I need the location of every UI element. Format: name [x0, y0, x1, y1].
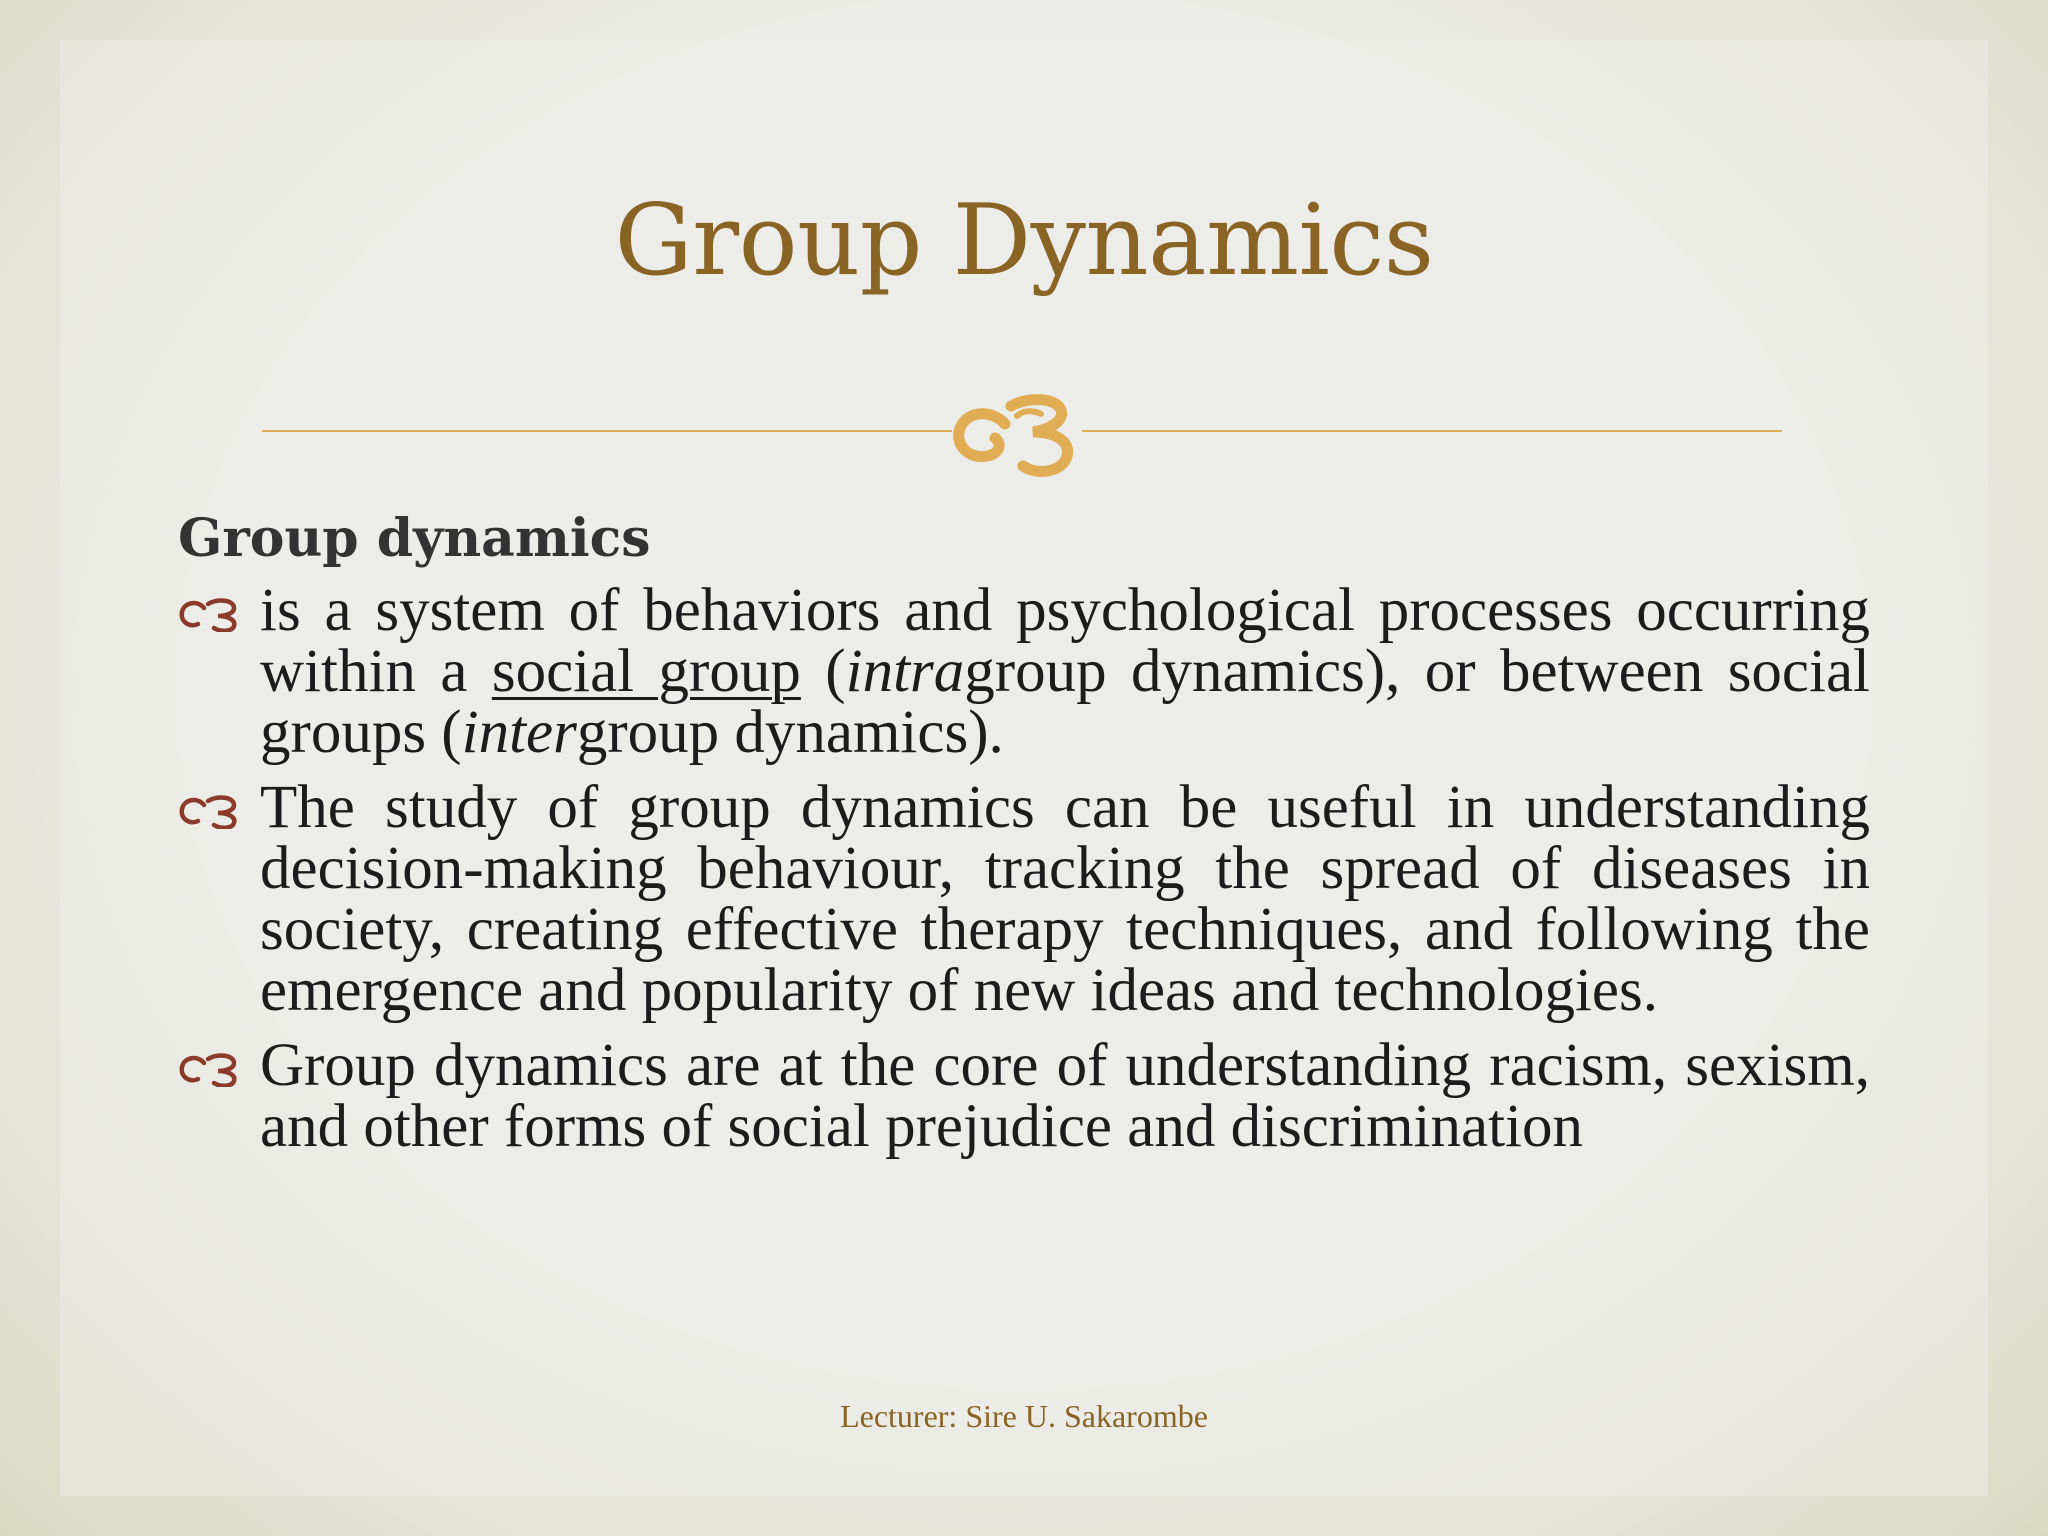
- bullet-item-usefulness: [178, 774, 1870, 1024]
- title-divider: [262, 410, 1782, 450]
- curl-bullet-icon: [178, 1051, 240, 1087]
- bullet-1-text-b: (: [800, 638, 846, 705]
- bullet-3-text: Group dynamics are at the core of understanding racism, sexism, and other forms of social prejudice and discrimination: [260, 1032, 1870, 1160]
- curl-bullet-icon: [178, 793, 240, 829]
- slide-content: [178, 504, 1870, 1171]
- slide-footer: Lecturer: Sire U. Sakarombe: [840, 1398, 1208, 1434]
- bullet-item-prejudice: [178, 1032, 1870, 1160]
- content-subheading: Group dynamics: [178, 508, 651, 569]
- divider-line-right: [1082, 430, 1782, 432]
- bullet-1-italic-intra: intra: [845, 638, 965, 705]
- bullet-1-text-d: group dynamics).: [576, 699, 1004, 766]
- divider-line-left: [262, 430, 952, 432]
- bullet-1-text-a: is a system of behaviors and psychological processes occurring within a: [260, 577, 1870, 705]
- bullet-item-definition: [178, 577, 1870, 766]
- curl-bullet-icon: [178, 596, 240, 632]
- bullet-list: [178, 577, 1870, 1160]
- social-group-link[interactable]: social group: [491, 638, 801, 705]
- bullet-1-text-c: group dynamics), or between social groups (: [260, 638, 1870, 766]
- bullet-1-italic-inter: inter: [461, 699, 577, 766]
- scroll-flourish-icon: [947, 380, 1087, 480]
- bullet-2-text: The study of group dynamics can be useful in understanding decision-making behaviour, tracking the spread of diseases in society, creating effective therapy techniques, and following the emergence and popularity of new ideas and technologies.: [260, 774, 1870, 1024]
- slide-title: Group Dynamics: [614, 184, 1434, 298]
